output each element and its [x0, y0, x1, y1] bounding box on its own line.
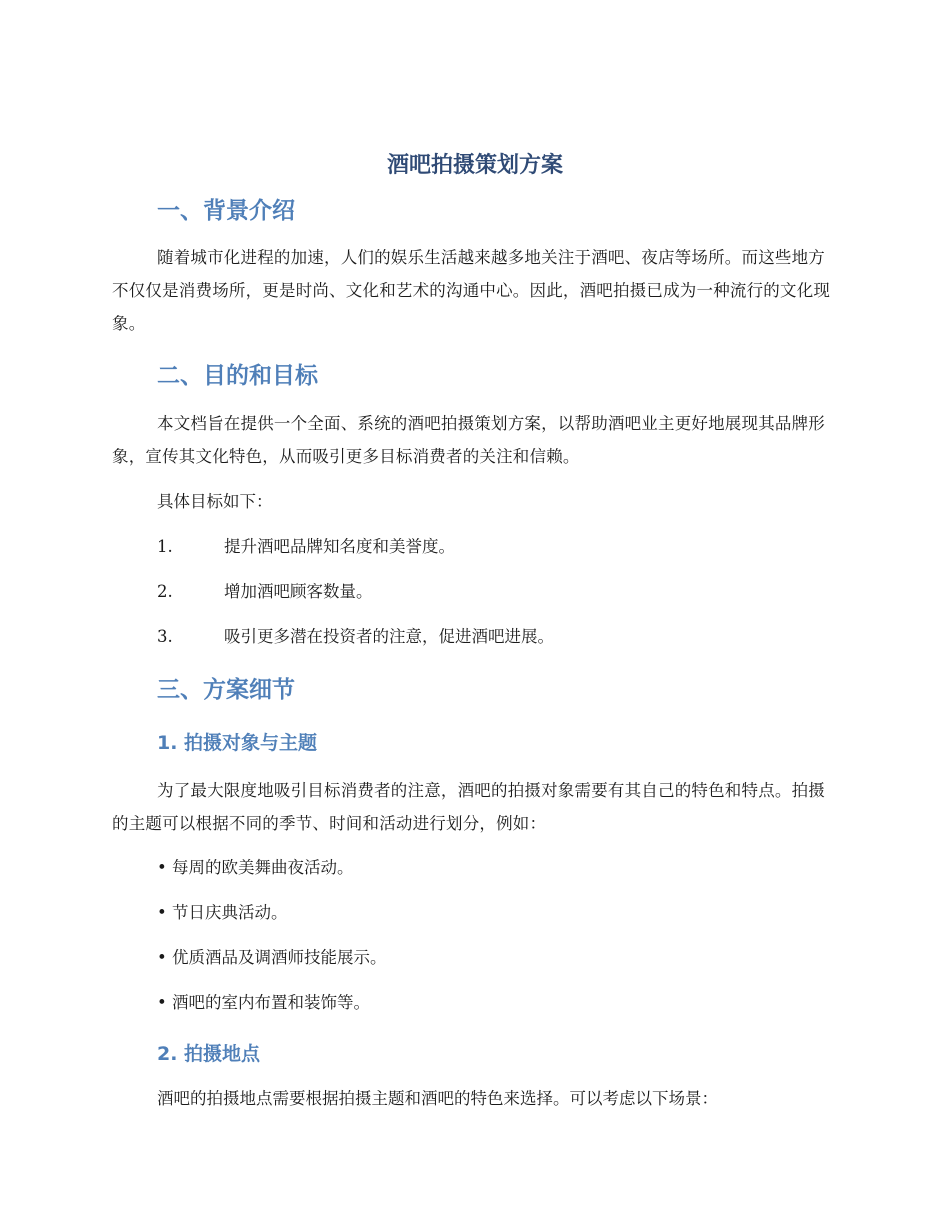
section-heading-goals: 二、目的和目标 — [157, 363, 318, 389]
goal-number: 1. — [157, 537, 173, 556]
goal-text: 增加酒吧顾客数量。 — [224, 582, 373, 601]
bullet-item: • 节日庆典活动。 — [157, 903, 288, 922]
goal-number: 2. — [157, 582, 173, 601]
subsection-heading-location: 2. 拍摄地点 — [157, 1043, 261, 1065]
document-title: 酒吧拍摄策划方案 — [386, 153, 563, 178]
goals-paragraph: 本文档旨在提供一个全面、系统的酒吧拍摄策划方案，以帮助酒吧业主更好地展现其品牌形象，宣传其文化特色，从而吸引更多目标消费者的关注和信赖。 — [112, 414, 825, 466]
bullet-item: • 优质酒品及调酒师技能展示。 — [157, 948, 387, 967]
subsection-heading-subject: 1. 拍摄对象与主题 — [157, 732, 318, 754]
goal-text: 吸引更多潜在投资者的注意，促进酒吧进展。 — [224, 627, 554, 646]
goal-text: 提升酒吧品牌知名度和美誉度。 — [224, 537, 455, 556]
bullet-item: • 酒吧的室内布置和装饰等。 — [157, 993, 370, 1012]
section-heading-details: 三、方案细节 — [157, 677, 295, 703]
bullet-item: • 每周的欧美舞曲夜活动。 — [157, 858, 354, 877]
location-paragraph: 酒吧的拍摄地点需要根据拍摄主题和酒吧的特色来选择。可以考虑以下场景： — [157, 1089, 718, 1108]
background-paragraph: 随着城市化进程的加速，人们的娱乐生活越来越多地关注于酒吧、夜店等场所。而这些地方不仅仅是消费场所，更是时尚、文化和艺术的沟通中心。因此，酒吧拍摄已成为一种流行的文化现象。 — [112, 248, 831, 333]
goal-number: 3. — [157, 627, 173, 646]
goals-intro: 具体目标如下： — [157, 492, 273, 511]
subject-paragraph: 为了最大限度地吸引目标消费者的注意，酒吧的拍摄对象需要有其自己的特色和特点。拍摄的主题可以根据不同的季节、时间和活动进行划分，例如： — [112, 781, 825, 833]
section-heading-background: 一、背景介绍 — [157, 198, 295, 224]
